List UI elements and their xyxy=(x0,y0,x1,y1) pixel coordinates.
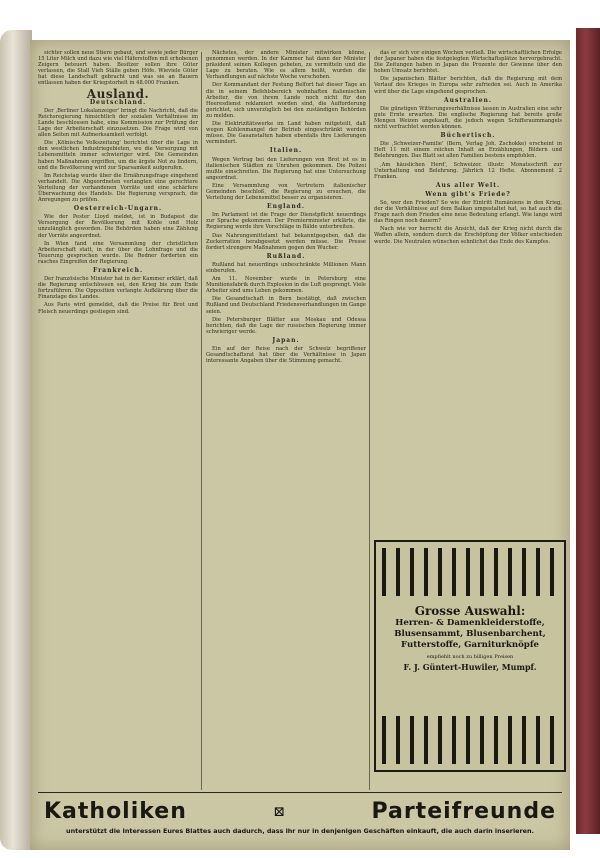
ad-small-text: empfiehlt noch zu billigen Preisen xyxy=(426,654,514,660)
book-binding-left xyxy=(0,30,32,850)
banner-word-right: Parteifreunde xyxy=(371,799,556,824)
footer-banner xyxy=(38,792,562,845)
column-1 xyxy=(38,50,198,792)
paragraph: Die japanischen Blätter berichten, daß die Regierung mit dem Verlauf des Krieges in Europa sehr zufrieden sei. Auch in Amerika wird über die Lage eingehend gesprochen. xyxy=(374,76,562,95)
paragraph: Aus Paris wird gemeldet, daß die Preise für Brot und Fleisch neuerdings gestiegen sind. xyxy=(38,302,198,315)
paragraph: In Wien fand eine Versammlung der christlichen Arbeiterschaft statt, in der über die Lohnfrage und die Teuerung gesprochen wurde. Die Redner forderten ein rasches Eingreifen der Regierung. xyxy=(38,240,198,265)
subheading-buechertisch: Büchertisch. xyxy=(440,132,496,140)
subheading-russland: Rußland. xyxy=(266,252,306,260)
paragraph: Die günstigen Witterungsverhältnisse lassen in Australien eine sehr gute Ernte erwarten. Die englische Regierung hat bereits große Mengen Weizen angekauft, die jedoch wegen Schiffsraummangels nicht verfrachtet werden können. xyxy=(374,105,562,131)
paragraph: Eine Versammlung von Vertretern italienischer Gemeinden beschloß, die Regierung zu ersuchen, die Verteilung der Lebensmittel besser zu organisieren. xyxy=(206,182,366,202)
paragraph: Der französische Minister hat in der Kammer erklärt, daß die Regierung entschlossen sei, den Krieg bis zum Ende fortzuführen. Die Opposition verlangte Aufklärung über die Finanzlage des Landes. xyxy=(38,276,198,301)
paragraph: Im Parlament ist die Frage der Dienstpflicht neuerdings zur Sprache gekommen. Der Premierminister erklärte, die Regierung werde ihre Vorschläge in Bälde unterbreiten. xyxy=(206,212,366,231)
banner-word-left: Katholiken xyxy=(44,799,187,824)
ad-text xyxy=(382,602,558,710)
paragraph: Wegen Vertrag bei den Lieferungen von Brot ist es in italienischen Städten zu Unruhen gekommen. Die Polizei mußte einschreiten. Die Regierung hat eine Untersuchung angeordnet. xyxy=(206,156,366,181)
paragraph: So, wer den Frieden? So wie der Eintritt Rumäniens in den Krieg, der die Verhältnisse auf dem Balkan umgestaltet hat, so hat auch die Frage nach dem Frieden eine neue Bedeutung erlangt. Wie lange wird das Ringen noch dauern? xyxy=(374,199,562,225)
subheading-friede: Wenn gibt's Friede? xyxy=(425,190,511,198)
advertisement-box xyxy=(374,540,566,772)
paragraph: Wie der Pester Lloyd meldet, ist in Budapest die Versorgung der Bevölkerung mit Kohle und Holz unzulänglich geworden. Die Behörden haben eine Zählung der Vorräte angeordnet. xyxy=(38,214,198,239)
subheading-deutschland: Deutschland. xyxy=(89,98,147,106)
newspaper-page xyxy=(30,40,570,850)
subheading-japan: Japan. xyxy=(272,336,300,344)
paragraph: Die Petersburger Blätter aus Moskau und Odessa berichten, daß die Lage der russischen Regierung immer schwieriger werde. xyxy=(206,316,366,335)
paragraph: Der ‚Berliner Lokalanzeiger' bringt die Nachricht, daß die Reichsregierung hinsichtlich der sozialen Verhältnisse im Lande beschlossen habe, eine Kommission zur Prüfung der Lage der Arbeiterschaft einzusetzen. Die Frage wird von allen Seiten mit Aufmerksamkeit verfolgt. xyxy=(38,107,198,139)
subheading-aus-aller-welt: Aus aller Welt. xyxy=(435,181,501,189)
ad-decoration-bottom xyxy=(382,716,558,764)
subheading-italien: Italien. xyxy=(269,147,303,155)
subheading-australien: Australien. xyxy=(443,96,493,104)
paragraph: Ein auf der Reise nach der Schweiz begriffener Gesandtschaftsrat hat über die Verhältnisse in Japan interessante Angaben über die Stimmung gemacht. xyxy=(206,346,366,365)
paragraph: Nach wie vor herrscht die Ansicht, daß der Krieg nicht durch die Waffen allein, sondern durch die Erschöpfung der Völker entschieden werde. Die Neutralen wünschen sehnlichst das Ende des Kampfes. xyxy=(374,226,562,245)
subheading-oesterreich: Oesterreich-Ungarn. xyxy=(73,205,163,213)
paragraph: Der Kommandant der Festung Belfort hat dieser Tage an die in seinem Befehlsbereich wohnhaften italienischen Arbeiter, die von ihrem Lande noch nicht für den Heeresdienst reklamiert worden sind, die Aufforderung gerichtet, sich unverzüglich bei den zuständigen Behörden zu melden. xyxy=(206,82,366,119)
column-divider xyxy=(201,52,202,790)
ornament-icon: ⊠ xyxy=(273,803,286,820)
paragraph: Das Nahrungsmittelamt hat bekanntgegeben, daß die Zuckerration herabgesetzt werden müsse. Die Presse fordert strengere Maßnahmen gegen den Wucher. xyxy=(206,232,366,251)
ad-line: Blusensammt, Blusenbarchent, xyxy=(394,629,546,639)
paragraph: Am 11. November wurde in Petersburg eine Munitionsfabrik durch Explosion in die Luft gesprengt. Viele Arbeiter sind ums Leben gekommen. xyxy=(206,276,366,295)
column-2 xyxy=(206,50,366,792)
banner-subline: unterstützt die Interessen Eures Blattes auch dadurch, dass ihr nur in denjenigen Geschäften einkauft, die auch darin inserieren. xyxy=(66,827,534,835)
paragraph: Rußland hat neuerdings unbeschränkte Millionen Mann einberufen. xyxy=(206,261,366,274)
subheading-england: England. xyxy=(267,203,305,211)
ad-decoration-top xyxy=(382,548,558,596)
paragraph: Nächstes, der andere Minister mitwirken könne, genommen werden. In der Kammer hat dann der Minister präsident seinen Kollegen gebeten, zu vermitteln und die Lage zu beraten. Wie es allem heißt, wurden die Verhandlungen auf nächste Woche verschoben. xyxy=(206,50,366,81)
paragraph: Die Elektrizitätswerke im Land haben mitgeteilt, daß wegen Kohlenmangel der Betrieb eingeschränkt werden müsse. Die Gasanstalten haben ebenfalls ihre Lieferungen vermindert. xyxy=(206,121,366,146)
book-binding-right xyxy=(576,28,600,834)
ad-line: Futterstoffe, Garniturknöpfe xyxy=(401,640,539,650)
paragraph: Im Reichstag wurde über die Ernährungsfrage eingehend verhandelt. Die Abgeordneten verlangten eine gerechtere Verteilung der vorhandenen Vorräte und eine schärfere Überwachung des Handels. Die Regierung versprach, die Anregungen zu prüfen. xyxy=(38,172,198,204)
paragraph: Die ‚Schweizer-Familie' (Bern, Verlag Joh. Zschokke) erscheint in Heft 11 mit einem reichen Inhalt an Erzählungen, Bildern und Belehrungen. Das Blatt sei allen Familien bestens empfohlen. xyxy=(374,141,562,160)
paragraph: Die ‚Kölnische Volkszeitung' berichtet über die Lage in den westlichen Industriegebieten, wo die Versorgung mit Lebensmitteln immer schwieriger wird. Die Gemeinden haben Maßnahmen ergriffen, um die ärgste Not zu lindern, und die Bevölkerung wird zur Sparsamkeit aufgerufen. xyxy=(38,140,198,171)
paragraph: ‚Am häuslichen Herd', Schweizer. illustr. Monatsschrift zur Unterhaltung und Belehrung. Jährlich 12 Hefte. Abonnement 2 Franken. xyxy=(374,161,562,180)
column-3 xyxy=(374,50,562,550)
column1-intro: sichter sollen neue Stiere gebaut, und sowie jeder Bürger 15 Liter Milch und dazu wie viel Häferstoffen mit erhobenen Zeigern beteuert haben. Besitzer sollen ihre Güter verlassen, die Stall Vieh Ställe geben Höfe. Wieviele Güter hat diese Landschaft gebracht und was sie an Bauern entlassen haben der Kriegstorhelt in 48.000 Franken. xyxy=(38,50,198,87)
subheading-frankreich: Frankreich. xyxy=(92,267,144,274)
column-divider xyxy=(369,52,370,790)
ad-line: Herren- & Damenkleiderstoffe, xyxy=(395,618,545,628)
ad-title: Grosse Auswahl: xyxy=(414,604,526,618)
section-heading-ausland: Ausland. xyxy=(86,86,150,101)
ad-firm-name: F. J. Güntert-Huwiler, Mumpf. xyxy=(403,662,537,672)
paragraph: Die Gesandtschaft in Bern bestätigt, daß zwischen Rußland und Deutschland Friedensverhandlungen im Gange seien. xyxy=(206,296,366,315)
paragraph: das er sich vor einigen Wochen verließ. Die wirtschaftlichen Erfolge der Japaner haben die festgelegten Wirtschaftsplätze hervorgebracht. Die Zeitungen haben in Japan die Prozente der Gewinne über den hohen Umsatz berichtet. xyxy=(374,50,562,75)
